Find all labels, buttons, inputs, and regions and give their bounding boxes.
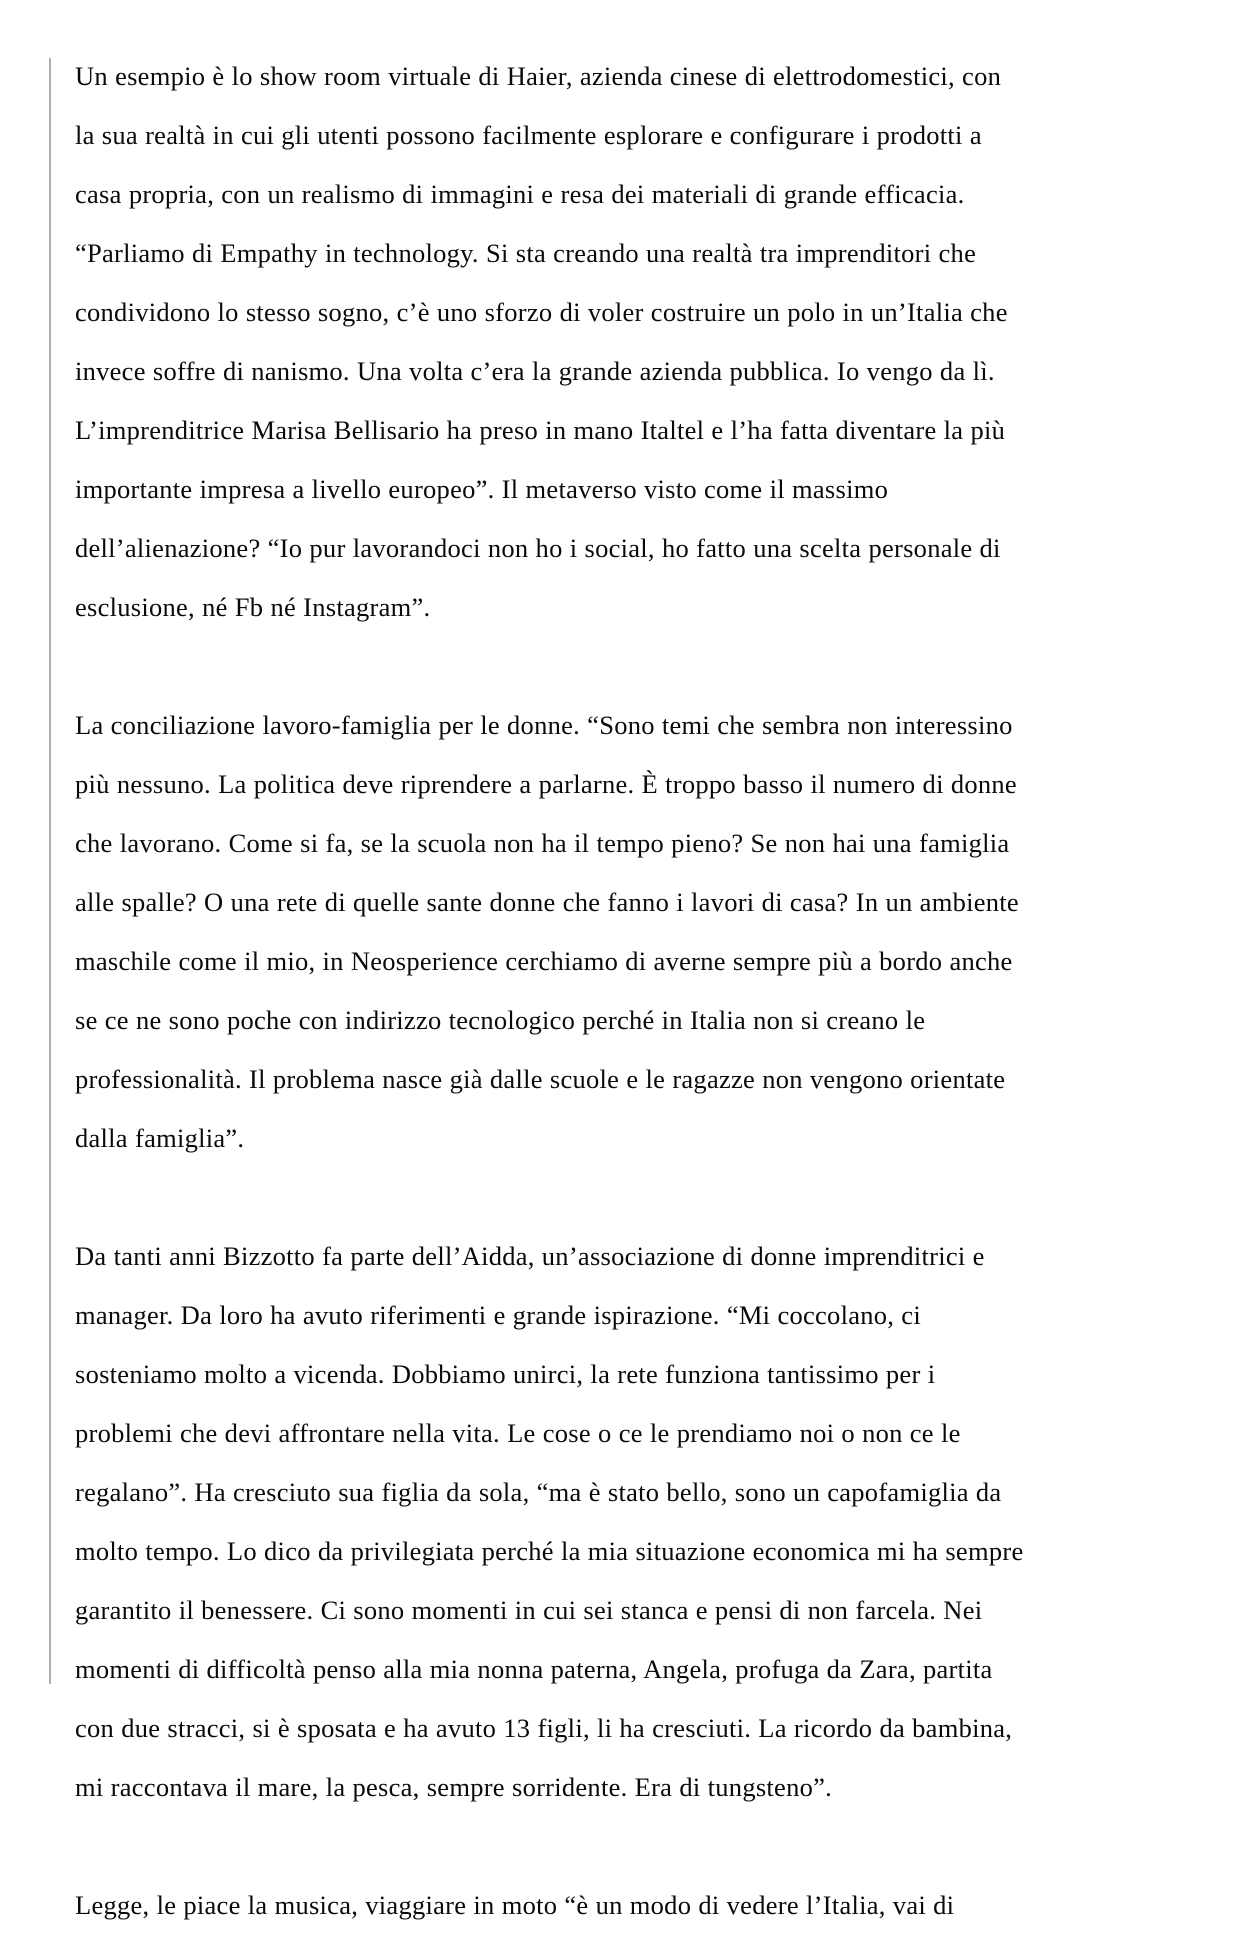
article-paragraph-1: Un esempio è lo show room virtuale di Haier, azienda cinese di elettrodomestici, con la sua realtà in cui gli utenti possono facilmente esplorare e configurare i prodotti a casa propria, con un realismo di immagini e resa dei materiali di grande efficacia. “Parliamo di Empathy in technology. Si sta creando una realtà tra imprenditori che condividono lo stesso sogno, c’è uno sforzo di voler costruire un polo in un’Italia che invece soffre di nanismo. Una volta c’era la grande azienda pubblica. Io vengo da lì. L’imprenditrice Marisa Bellisario ha preso in mano Italtel e l’ha fatta diventare la più importante impresa a livello europeo”. Il metaverso visto come il massimo dell’alienazione? “Io pur lavorandoci non ho i social, ho fatto una scelta personale di esclusione, né Fb né Instagram”. [75,61,1008,622]
article-body [75,47,1025,1935]
left-margin-rule [49,58,51,1684]
article-paragraph-3: Da tanti anni Bizzotto fa parte dell’Aidda, un’associazione di donne imprenditrici e manager. Da loro ha avuto riferimenti e grande ispirazione. “Mi coccolano, ci sosteniamo molto a vicenda. Dobbiamo unirci, la rete funziona tantissimo per i problemi che devi affrontare nella vita. Le cose o ce le prendiamo noi o non ce le regalano”. Ha cresciuto sua figlia da sola, “ma è stato bello, sono un capofamiglia da molto tempo. Lo dico da privilegiata perché la mia situazione economica mi ha sempre garantito il benessere. Ci sono momenti in cui sei stanca e pensi di non farcela. Nei momenti di difficoltà penso alla mia nonna paterna, Angela, profuga da Zara, partita con due stracci, si è sposata e ha avuto 13 figli, li ha cresciuti. La ricordo da bambina, mi raccontava il mare, la pesca, sempre sorridente. Era di tungsteno”. [75,1241,1024,1802]
article-paragraph-4: Legge, le piace la musica, viaggiare in moto “è un modo di vedere l’Italia, vai di [75,1890,955,1920]
article-paragraph-2: La conciliazione lavoro-famiglia per le donne. “Sono temi che sembra non interessino più nessuno. La politica deve riprendere a parlarne. È troppo basso il numero di donne che lavorano. Come si fa, se la scuola non ha il tempo pieno? Se non hai una famiglia alle spalle? O una rete di quelle sante donne che fanno i lavori di casa? In un ambiente maschile come il mio, in Neosperience cerchiamo di averne sempre più a bordo anche se ce ne sono poche con indirizzo tecnologico perché in Italia non si creano le professionalità. Il problema nasce già dalle scuole e le ragazze non vengono orientate dalla famiglia”. [75,710,1019,1153]
